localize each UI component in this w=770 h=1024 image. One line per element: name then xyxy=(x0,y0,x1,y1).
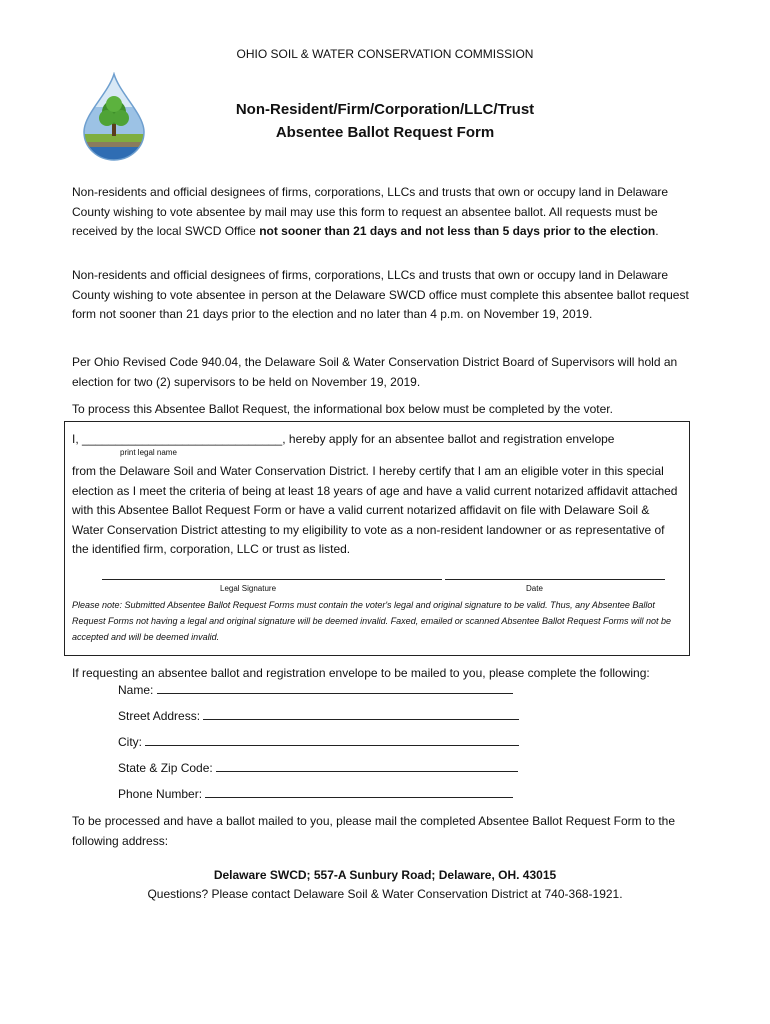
signature-note: Please note: Submitted Absentee Ballot Request Forms must contain the voter's legal and original signature to be valid. Thus, any Absentee Ballot Request Forms not having a legal and original signature will be deemed invalid. Faxed, emailed or scanned Absentee Ballot Request Forms will not be accepted and will be deemed invalid. xyxy=(72,600,671,642)
city-field[interactable] xyxy=(145,734,519,746)
mail-instructions: If requesting an absentee ballot and registration envelope to be mailed to you, please complete the following: xyxy=(72,666,650,680)
print-name-field[interactable]: ______________________________ xyxy=(82,432,283,446)
street-address-label: Street Address: xyxy=(118,709,201,723)
intro-p1-end: . xyxy=(655,224,659,238)
mailing-address: Delaware SWCD; 557-A Sunbury Road; Delaware, OH. 43015 xyxy=(213,868,557,882)
city-label: City: xyxy=(118,735,142,749)
print-legal-name-label: print legal name xyxy=(120,448,177,457)
intro-paragraph-instructions: To process this Absentee Ballot Request, the informational box below must be completed by the voter. xyxy=(72,402,613,416)
name-field[interactable] xyxy=(157,682,513,694)
date-field[interactable] xyxy=(445,569,665,580)
intro-paragraph-mail xyxy=(72,183,702,242)
state-zip-row xyxy=(118,760,518,775)
street-row xyxy=(118,708,519,723)
state-zip-label: State & Zip Code: xyxy=(118,761,213,775)
title-line-2: Absentee Ballot Request Form xyxy=(275,124,495,141)
certification-text: from the Delaware Soil and Water Conservation District. I hereby certify that I am an eligible voter in this special election as I meet the criteria of being at least 18 years of age and have a valid current notarized affidavit attached with this Absentee Ballot Request Form or have a valid current notarized affidavit on file with Delaware Soil & Water Conservation District attesting to my eligibility to vote as a non-resident landowner or as representative of the identified firm, corporation, LLC or trust as listed. xyxy=(72,464,678,556)
apply-suffix: , hereby apply for an absentee ballot and registration envelope xyxy=(282,432,615,446)
street-address-field[interactable] xyxy=(203,708,519,720)
state-zip-field[interactable] xyxy=(216,760,518,772)
intro-paragraph-revised-code: Per Ohio Revised Code 940.04, the Delaware Soil & Water Conservation District Board of Supervisors will hold an election for two (2) supervisors to be held on November 19, 2019. xyxy=(72,355,678,389)
phone-row xyxy=(118,786,513,801)
form-title xyxy=(0,98,770,144)
title-line-1: Non-Resident/Firm/Corporation/LLC/Trust xyxy=(235,101,535,118)
phone-number-field[interactable] xyxy=(205,786,513,798)
commission-header: OHIO SOIL & WATER CONSERVATION COMMISSION xyxy=(236,47,534,61)
phone-number-label: Phone Number: xyxy=(118,787,203,801)
apply-statement xyxy=(72,430,614,450)
intro-p1-deadline: not sooner than 21 days and not less than 5 days prior to the election xyxy=(259,224,656,238)
name-label: Name: xyxy=(118,683,154,697)
apply-prefix: I, xyxy=(72,432,79,446)
city-row xyxy=(118,734,519,749)
intro-paragraph-in-person: Non-residents and official designees of firms, corporations, LLCs and trusts that own or occupy land in Delaware County wishing to vote absentee in person at the Delaware SWCD office must complete this absentee ballot request form not sooner than 21 days prior to the election and no later than 4 p.m. on November 19, 2019. xyxy=(72,268,689,321)
legal-signature-label: Legal Signature xyxy=(220,584,277,593)
date-label: Date xyxy=(526,584,543,593)
contact-info: Questions? Please contact Delaware Soil & Water Conservation District at 740-368-1921. xyxy=(147,887,623,901)
intro-p1-text: Non-residents and official designees of firms, corporations, LLCs and trusts that own or occupy land in Delaware County wishing to vote absentee by mail may use this form to request an absentee ballot. All requests must be received by the local SWCD Office xyxy=(72,185,669,238)
name-row xyxy=(118,682,513,697)
mailing-instructions: To be processed and have a ballot mailed to you, please mail the completed Absentee Ballot Request Form to the following address: xyxy=(72,814,676,848)
legal-signature-field[interactable] xyxy=(102,569,442,580)
